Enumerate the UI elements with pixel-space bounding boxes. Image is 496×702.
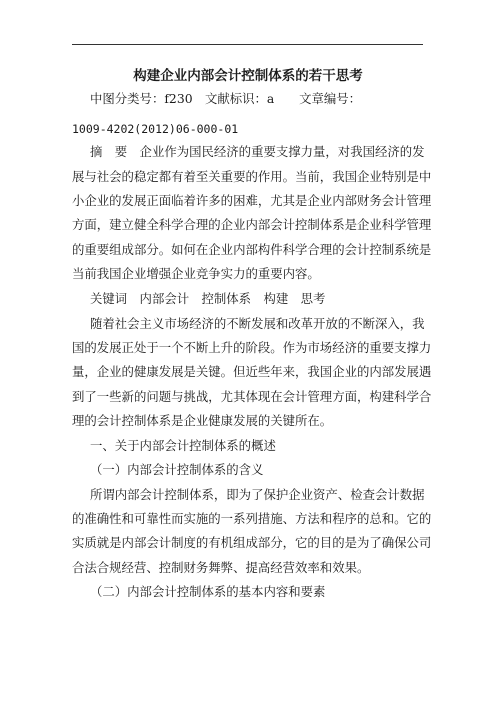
subsection-heading: （二）内部会计控制体系的基本内容和要素 xyxy=(90,584,326,599)
abstract-line: 的重要组成部分。如何在企业内部构件科学合理的会计控制系统是 xyxy=(72,242,432,257)
body-line: 的准确性和可靠性而实施的一系列措施、方法和程序的总和。它的 xyxy=(72,511,432,526)
keywords-line: 关键词 内部会计 控制体系 构建 思考 xyxy=(90,291,326,306)
intro-line: 到了一些新的问题与挑战，尤其体现在会计管理方面，构建科学合 xyxy=(72,389,432,404)
header-rule xyxy=(72,44,423,45)
classification-line: 中图分类号：f230 文献标识：a 文章编号： xyxy=(90,91,362,106)
subsection-heading: （一）内部会计控制体系的含义 xyxy=(90,462,264,477)
abstract-line: 当前我国企业增强企业竞争实力的重要内容。 xyxy=(72,266,320,281)
abstract-line: 方面，建立健全科学合理的企业内部会计控制体系是企业科学管理 xyxy=(72,217,432,232)
abstract-line: 摘 要 企业作为国民经济的重要支撑力量，对我国经济的发 xyxy=(90,144,425,159)
intro-line: 随着社会主义市场经济的不断发展和改革开放的不断深入，我 xyxy=(90,316,425,331)
abstract-line: 小企业的发展正面临着许多的困难，尤其是企业内部财务会计管理 xyxy=(72,193,432,208)
paper-title: 构建企业内部会计控制体系的若干思考 xyxy=(133,68,363,84)
body-line: 合法合规经营、控制财务舞弊、提高经营效率和效果。 xyxy=(72,560,370,575)
intro-line: 国的发展正处于一个不断上升的阶段。作为市场经济的重要支撑力 xyxy=(72,340,432,355)
abstract-line: 展与社会的稳定都有着至关重要的作用。当前，我国企业特别是中 xyxy=(72,169,432,184)
intro-line: 量，企业的健康发展是关键。但近些年来，我国企业的内部发展遇 xyxy=(72,364,432,379)
article-number: 1009-4202(2012)06-000-01 xyxy=(72,122,239,136)
intro-line: 理的会计控制体系是企业健康发展的关键所在。 xyxy=(72,413,333,428)
body-line: 所谓内部会计控制体系，即为了保护企业资产、检查会计数据 xyxy=(90,487,425,502)
section-heading: 一、关于内部会计控制体系的概述 xyxy=(90,438,276,453)
body-line: 实质就是内部会计制度的有机组成部分，它的目的是为了确保公司 xyxy=(72,535,432,550)
